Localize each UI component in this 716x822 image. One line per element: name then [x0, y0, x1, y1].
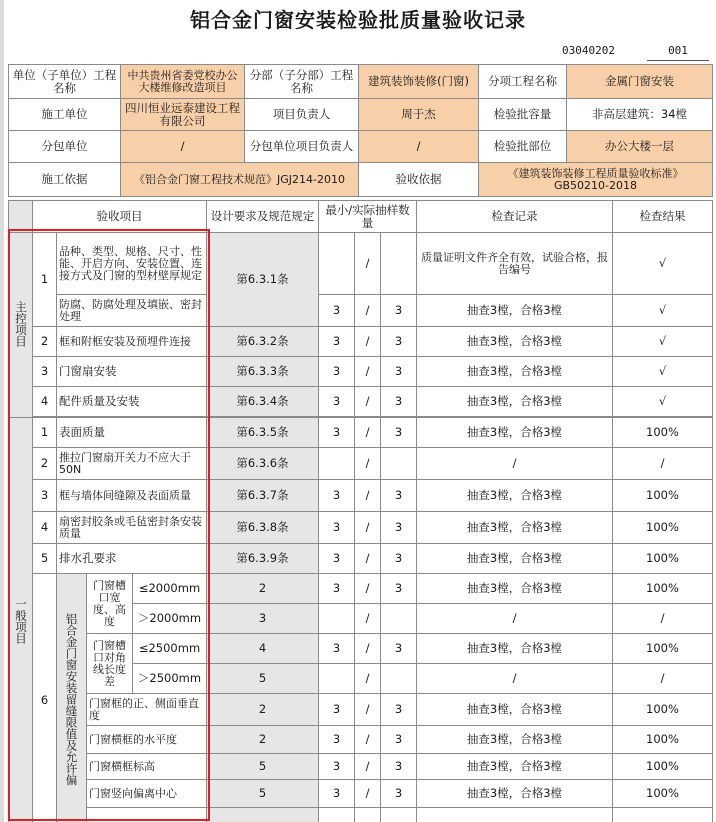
sub-pm-label: 分包单位项目负责人 — [245, 131, 359, 163]
spec-ref: 第6.3.6条 — [207, 448, 319, 480]
batch-part-value[interactable]: 办公大楼一层 — [567, 131, 713, 163]
sample-slash: / — [355, 574, 381, 604]
sub-division-label: 分部（子分部）工程名称 — [245, 65, 359, 99]
spec-value: 5 — [207, 664, 319, 694]
check-record[interactable]: / — [417, 448, 613, 480]
builder-label: 施工单位 — [9, 99, 121, 131]
min-sample[interactable]: 3 — [319, 754, 355, 780]
actual-sample[interactable]: 3 — [381, 544, 417, 574]
unit-name-value[interactable]: 中共贵州省委党校办公大楼维修改造项目 — [121, 65, 245, 99]
check-result[interactable]: √ — [613, 327, 713, 357]
min-sample[interactable]: 3 — [319, 512, 355, 544]
sheet-left-gutter — [0, 0, 4, 822]
min-sample[interactable]: 3 — [319, 574, 355, 604]
check-result[interactable]: √ — [613, 357, 713, 387]
check-record[interactable]: 抽查3樘，合格3樘 — [417, 754, 613, 780]
check-result[interactable]: 100% — [613, 544, 713, 574]
sample-slash: / — [355, 233, 381, 295]
general-items-label: 一般项目 — [14, 598, 28, 644]
actual-sample[interactable] — [381, 604, 417, 634]
check-result[interactable]: 100% — [613, 634, 713, 664]
table-row — [9, 327, 713, 357]
table-row — [9, 694, 713, 726]
table-row — [9, 418, 713, 448]
min-sample[interactable]: 3 — [319, 327, 355, 357]
actual-sample[interactable]: 3 — [381, 357, 417, 387]
sample-slash: / — [355, 544, 381, 574]
row-number: 5 — [33, 544, 57, 574]
doc-number-field[interactable]: 001 — [647, 42, 709, 61]
actual-sample[interactable] — [381, 233, 417, 295]
min-sample[interactable]: 3 — [319, 634, 355, 664]
item-name: 推拉门窗扇开关力不应大于50N — [57, 448, 207, 480]
actual-sample[interactable]: 3 — [381, 754, 417, 780]
check-result[interactable]: 100% — [613, 726, 713, 754]
sample-slash: / — [355, 604, 381, 634]
item-name: 框和附框安装及预埋件连接 — [57, 327, 207, 357]
check-result[interactable]: 100% — [613, 512, 713, 544]
item-name: 扇密封胶条或毛毡密封条安装质量 — [57, 512, 207, 544]
item-name: 门窗扇安装 — [57, 357, 207, 387]
spec-ref: 第6.3.3条 — [207, 357, 319, 387]
check-result[interactable]: / — [613, 448, 713, 480]
table-row — [9, 512, 713, 544]
min-sample[interactable]: 3 — [319, 544, 355, 574]
sample-slash: / — [355, 448, 381, 480]
sample-slash: / — [355, 418, 381, 448]
item-name: 品种、类型、规格、尺寸、性能、开启方向、安装位置、连接方式及门窗的型材壁厚规定 — [57, 233, 207, 295]
spec-ref: 第6.3.4条 — [207, 387, 319, 417]
item-name-value[interactable]: 金属门窗安装 — [567, 65, 713, 99]
item-name: 门窗竖向偏离中心 — [87, 780, 207, 808]
check-result[interactable]: √ — [613, 387, 713, 417]
table-row — [9, 574, 713, 604]
check-record[interactable]: 抽查3樘，合格3樘 — [417, 512, 613, 544]
item-name: 门窗横框的水平度 — [87, 726, 207, 754]
spec-value: 5 — [207, 780, 319, 808]
item-name: ≤2500mm — [133, 634, 207, 664]
check-record[interactable]: 抽查3樘，合格3樘 — [417, 418, 613, 448]
batch-capacity-value[interactable]: 非高层建筑：34樘 — [567, 99, 713, 131]
sample-slash: / — [355, 726, 381, 754]
sample-slash: / — [355, 754, 381, 780]
unit-name-label: 单位（子单位）工程名称 — [9, 65, 121, 99]
col-header-item: 验收项目 — [33, 201, 207, 233]
table-row — [9, 726, 713, 754]
check-result[interactable]: 100% — [613, 754, 713, 780]
check-result[interactable]: 100% — [613, 780, 713, 808]
sample-slash: / — [355, 512, 381, 544]
sample-slash: / — [355, 357, 381, 387]
row-number: 3 — [33, 480, 57, 512]
actual-sample[interactable] — [381, 448, 417, 480]
group6-width-label: 门窗槽口宽度、高度 — [87, 574, 133, 634]
check-result[interactable]: 100% — [613, 694, 713, 726]
main-items-label: 主控项目 — [14, 300, 28, 347]
check-record[interactable]: 抽查3樘，合格3樘 — [417, 780, 613, 808]
min-sample[interactable]: 3 — [319, 387, 355, 417]
item-name: 门窗横框标高 — [87, 754, 207, 780]
actual-sample[interactable]: 3 — [381, 512, 417, 544]
form-title: 铝合金门窗安装检验批质量验收记录 — [190, 8, 526, 32]
col-header-spec: 设计要求及规范规定 — [207, 201, 319, 233]
row-number: 3 — [33, 357, 57, 387]
spec-value: 5 — [207, 754, 319, 780]
actual-sample[interactable]: 3 — [381, 295, 417, 327]
batch-capacity-label: 检验批容量 — [479, 99, 567, 131]
table-row — [9, 754, 713, 780]
check-record[interactable]: 抽查3樘，合格3樘 — [417, 357, 613, 387]
table-row — [9, 357, 713, 387]
item-name: 排水孔要求 — [57, 544, 207, 574]
spec-ref: 第6.3.5条 — [207, 418, 319, 448]
table-row — [9, 634, 713, 664]
actual-sample[interactable]: 3 — [381, 387, 417, 417]
row-number: 1 — [33, 233, 57, 327]
item-name: ＞2000mm — [133, 604, 207, 634]
actual-sample[interactable]: 3 — [381, 418, 417, 448]
min-sample[interactable]: 3 — [319, 694, 355, 726]
spec-ref: 第6.3.9条 — [207, 544, 319, 574]
item-name: 配件质量及安装 — [57, 387, 207, 417]
check-record[interactable]: 抽查3樘，合格3樘 — [417, 574, 613, 604]
subcontractor-label: 分包单位 — [9, 131, 121, 163]
check-record[interactable]: 抽查3樘，合格3樘 — [417, 295, 613, 327]
sample-slash: / — [355, 387, 381, 417]
check-record[interactable]: 抽查3樘，合格3樘 — [417, 726, 613, 754]
min-sample[interactable]: 3 — [319, 726, 355, 754]
spec-ref: 第6.3.1条 — [207, 233, 319, 327]
check-result[interactable]: / — [613, 664, 713, 694]
check-record[interactable]: / — [417, 604, 613, 634]
min-sample[interactable] — [319, 604, 355, 634]
batch-part-label: 检验批部位 — [479, 131, 567, 163]
document-number — [562, 42, 712, 60]
check-record[interactable]: 抽查3樘，合格3樘 — [417, 544, 613, 574]
spec-value: 3 — [207, 604, 319, 634]
check-record[interactable]: / — [417, 664, 613, 694]
corner-cell — [9, 201, 33, 233]
table-row — [9, 780, 713, 808]
sample-slash: / — [355, 780, 381, 808]
sub-pm-value[interactable]: / — [359, 131, 479, 163]
table-row — [9, 544, 713, 574]
min-sample[interactable]: 3 — [319, 780, 355, 808]
col-header-sample: 最小/实际抽样数量 — [319, 201, 417, 233]
actual-sample[interactable]: 3 — [381, 327, 417, 357]
check-result[interactable]: 100% — [613, 574, 713, 604]
row-number: 6 — [33, 574, 57, 822]
project-manager-label: 项目负责人 — [245, 99, 359, 131]
item-name: ＞2500mm — [133, 664, 207, 694]
row-number: 2 — [33, 327, 57, 357]
check-result[interactable]: 100% — [613, 480, 713, 512]
actual-sample[interactable] — [381, 664, 417, 694]
row-number: 1 — [33, 418, 57, 448]
sample-slash: / — [355, 480, 381, 512]
min-sample[interactable] — [319, 664, 355, 694]
col-header-result: 检查结果 — [613, 201, 713, 233]
check-result[interactable]: √ — [613, 295, 713, 327]
sample-slash: / — [355, 694, 381, 726]
construction-basis-label: 施工依据 — [9, 163, 121, 197]
sample-slash: / — [355, 664, 381, 694]
spec-ref: 第6.3.7条 — [207, 480, 319, 512]
table-row — [9, 448, 713, 480]
actual-sample[interactable]: 3 — [381, 574, 417, 604]
table-row — [9, 295, 713, 327]
group6-label: 铝合金门窗安装留缝限值及允许偏 — [64, 612, 79, 786]
min-sample[interactable]: 3 — [319, 480, 355, 512]
table-row — [9, 233, 713, 295]
spec-value: 2 — [207, 726, 319, 754]
sub-division-value[interactable]: 建筑装饰装修(门窗) — [359, 65, 479, 99]
sample-slash: / — [355, 327, 381, 357]
row-number: 4 — [33, 387, 57, 417]
sample-slash: / — [355, 634, 381, 664]
actual-sample[interactable]: 3 — [381, 634, 417, 664]
item-name: 表面质量 — [57, 418, 207, 448]
check-record[interactable]: 抽查3樘，合格3樘 — [417, 327, 613, 357]
table-row — [9, 387, 713, 417]
spec-ref: 第6.3.8条 — [207, 512, 319, 544]
table-row — [9, 480, 713, 512]
sample-slash: / — [355, 295, 381, 327]
check-result[interactable]: 100% — [613, 418, 713, 448]
check-result[interactable]: √ — [613, 233, 713, 295]
check-record[interactable]: 抽查3樘，合格3樘 — [417, 480, 613, 512]
acceptance-basis-label: 验收依据 — [359, 163, 479, 197]
project-manager-value[interactable]: 周于杰 — [359, 99, 479, 131]
spec-ref: 第6.3.2条 — [207, 327, 319, 357]
item-name: ≤2000mm — [133, 574, 207, 604]
row-number: 2 — [33, 448, 57, 480]
row-number: 4 — [33, 512, 57, 544]
actual-sample[interactable]: 3 — [381, 480, 417, 512]
actual-sample[interactable]: 3 — [381, 726, 417, 754]
header-info-table — [8, 64, 713, 197]
spec-value: 2 — [207, 694, 319, 726]
min-sample[interactable]: 3 — [319, 357, 355, 387]
group6-diag-label: 门窗槽口对角线长度差 — [87, 634, 133, 694]
item-name-label: 分项工程名称 — [479, 65, 567, 99]
acceptance-basis-value[interactable]: 《建筑装饰装修工程质量验收标准》GB50210-2018 — [479, 163, 713, 197]
min-sample[interactable] — [319, 233, 355, 295]
inspection-table — [8, 200, 713, 822]
spec-value: 4 — [207, 634, 319, 664]
min-sample[interactable] — [319, 448, 355, 480]
item-name: 框与墙体间缝隙及表面质量 — [57, 480, 207, 512]
subcontractor-value[interactable]: / — [121, 131, 245, 163]
doc-number-prefix: 03040202 — [562, 44, 615, 57]
builder-value[interactable]: 四川恒业远泰建设工程有限公司 — [121, 99, 245, 131]
min-sample[interactable]: 3 — [319, 295, 355, 327]
check-record[interactable]: 抽查3樘，合格3樘 — [417, 387, 613, 417]
spec-value: 2 — [207, 574, 319, 604]
check-record[interactable]: 抽查3樘，合格3樘 — [417, 694, 613, 726]
actual-sample[interactable]: 3 — [381, 780, 417, 808]
col-header-record: 检查记录 — [417, 201, 613, 233]
check-record[interactable]: 质量证明文件齐全有效，试验合格，报告编号 — [417, 233, 613, 295]
table-row-cutoff — [9, 808, 713, 822]
min-sample[interactable]: 3 — [319, 418, 355, 448]
check-record[interactable]: 抽查3樘，合格3樘 — [417, 634, 613, 664]
item-name: 门窗框的正、侧面垂直度 — [87, 694, 207, 726]
item-name: 防腐、防腐处理及填嵌、密封处理 — [57, 295, 207, 327]
construction-basis-value[interactable]: 《铝合金门窗工程技术规范》JGJ214-2010 — [121, 163, 359, 197]
actual-sample[interactable]: 3 — [381, 694, 417, 726]
check-result[interactable]: / — [613, 604, 713, 634]
